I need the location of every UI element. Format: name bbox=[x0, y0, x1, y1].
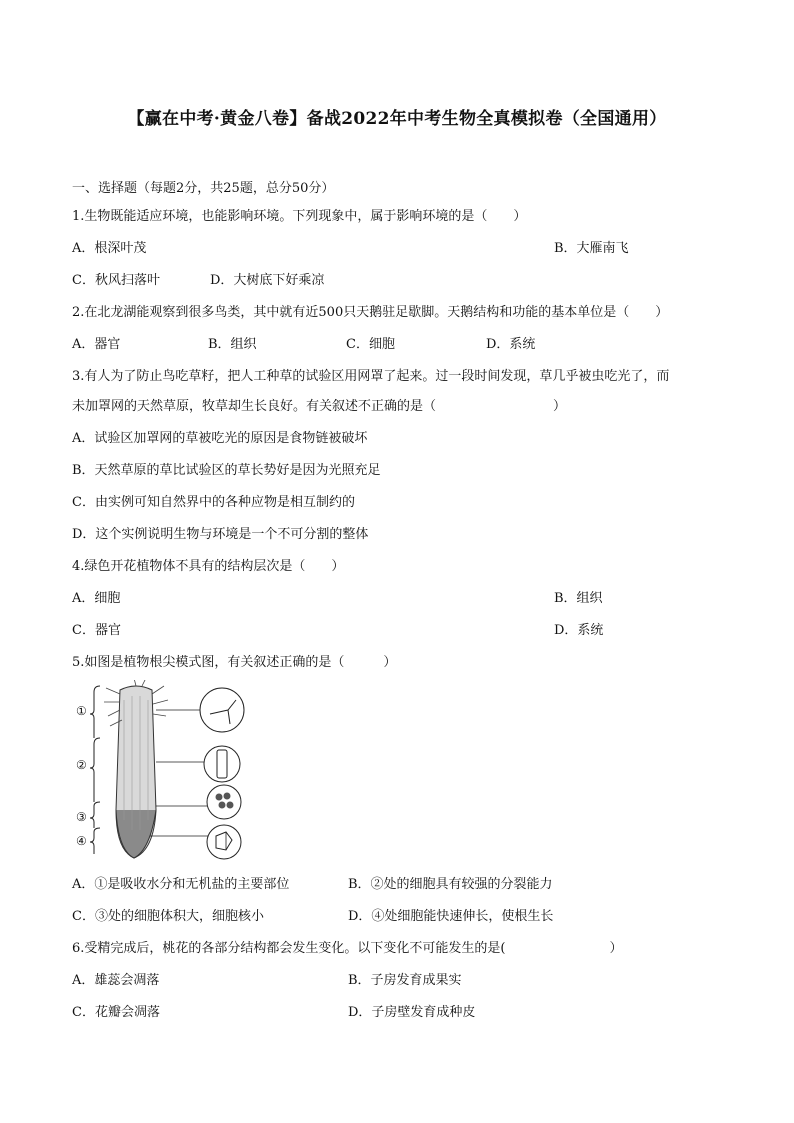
section-heading: 一、选择题（每题2分，共25题，总分50分） bbox=[72, 181, 335, 196]
question-1-stem: 1.生物既能适应环境，也能影响环境。下列现象中，属于影响环境的是（ ） bbox=[72, 209, 527, 224]
q2-option-a[interactable]: A．器官 bbox=[72, 337, 121, 352]
q1-option-d[interactable]: D．大树底下好乘凉 bbox=[210, 273, 325, 288]
question-4-stem: 4.绿色开花植物体不具有的结构层次是（ ） bbox=[72, 559, 345, 574]
q4-option-c[interactable]: C．器官 bbox=[72, 623, 121, 638]
q6-option-c[interactable]: C．花瓣会凋落 bbox=[72, 1005, 160, 1020]
q1-option-a[interactable]: A．根深叶茂 bbox=[72, 241, 147, 256]
q3-option-b[interactable]: B．天然草原的草比试验区的草长势好是因为光照充足 bbox=[72, 463, 381, 478]
q1-option-c[interactable]: C．秋风扫落叶 bbox=[72, 273, 160, 288]
q5-option-d[interactable]: D．④处细胞能快速伸长，使根生长 bbox=[348, 909, 554, 924]
q3-option-d[interactable]: D．这个实例说明生物与环境是一个不可分割的整体 bbox=[72, 527, 369, 542]
question-5-stem: 5.如图是植物根尖模式图，有关叙述正确的是（ ） bbox=[72, 655, 397, 670]
q3-option-a[interactable]: A．试验区加罩网的草被吃光的原因是食物链被破坏 bbox=[72, 431, 368, 446]
q4-option-a[interactable]: A．细胞 bbox=[72, 591, 121, 606]
q2-option-d[interactable]: D．系统 bbox=[486, 337, 536, 352]
q2-option-c[interactable]: C．细胞 bbox=[346, 337, 395, 352]
figure-label-3: ③ bbox=[76, 810, 87, 824]
q5-option-c[interactable]: C．③处的细胞体积大，细胞核小 bbox=[72, 909, 264, 924]
figure-label-1: ① bbox=[76, 704, 87, 718]
q6-option-b[interactable]: B．子房发育成果实 bbox=[348, 973, 462, 988]
root-tip-diagram bbox=[76, 680, 256, 862]
q2-option-b[interactable]: B．组织 bbox=[208, 337, 257, 352]
q4-option-b[interactable]: B．组织 bbox=[554, 591, 603, 606]
page-title: 【赢在中考·黄金八卷】备战2022年中考生物全真模拟卷（全国通用） bbox=[127, 109, 667, 129]
question-3-stem-cont: 未加罩网的天然草原，牧草却生长良好。有关叙述不正确的是（ ） bbox=[72, 399, 567, 414]
figure-label-4: ④ bbox=[76, 834, 87, 848]
question-2-stem: 2.在北龙湖能观察到很多鸟类，其中就有近500只天鹅驻足歇脚。天鹅结构和功能的基本单位是（ ） bbox=[72, 305, 669, 320]
q3-option-c[interactable]: C．由实例可知自然界中的各种应物是相互制约的 bbox=[72, 495, 355, 510]
q4-option-d[interactable]: D．系统 bbox=[554, 623, 604, 638]
question-3-stem: 3.有人为了防止鸟吃草籽，把人工种草的试验区用网罩了起来。过一段时间发现，草几乎被虫吃光了，而 bbox=[72, 369, 670, 384]
q6-option-a[interactable]: A．雄蕊会凋落 bbox=[72, 973, 160, 988]
question-6-stem: 6.受精完成后，桃花的各部分结构都会发生变化。以下变化不可能发生的是( ） bbox=[72, 941, 623, 956]
q1-option-b[interactable]: B．大雁南飞 bbox=[554, 241, 629, 256]
q5-option-a[interactable]: A．①是吸收水分和无机盐的主要部位 bbox=[72, 877, 290, 892]
figure-label-2: ② bbox=[76, 758, 87, 772]
q5-option-b[interactable]: B．②处的细胞具有较强的分裂能力 bbox=[348, 877, 553, 892]
q6-option-d[interactable]: D．子房壁发育成种皮 bbox=[348, 1005, 476, 1020]
